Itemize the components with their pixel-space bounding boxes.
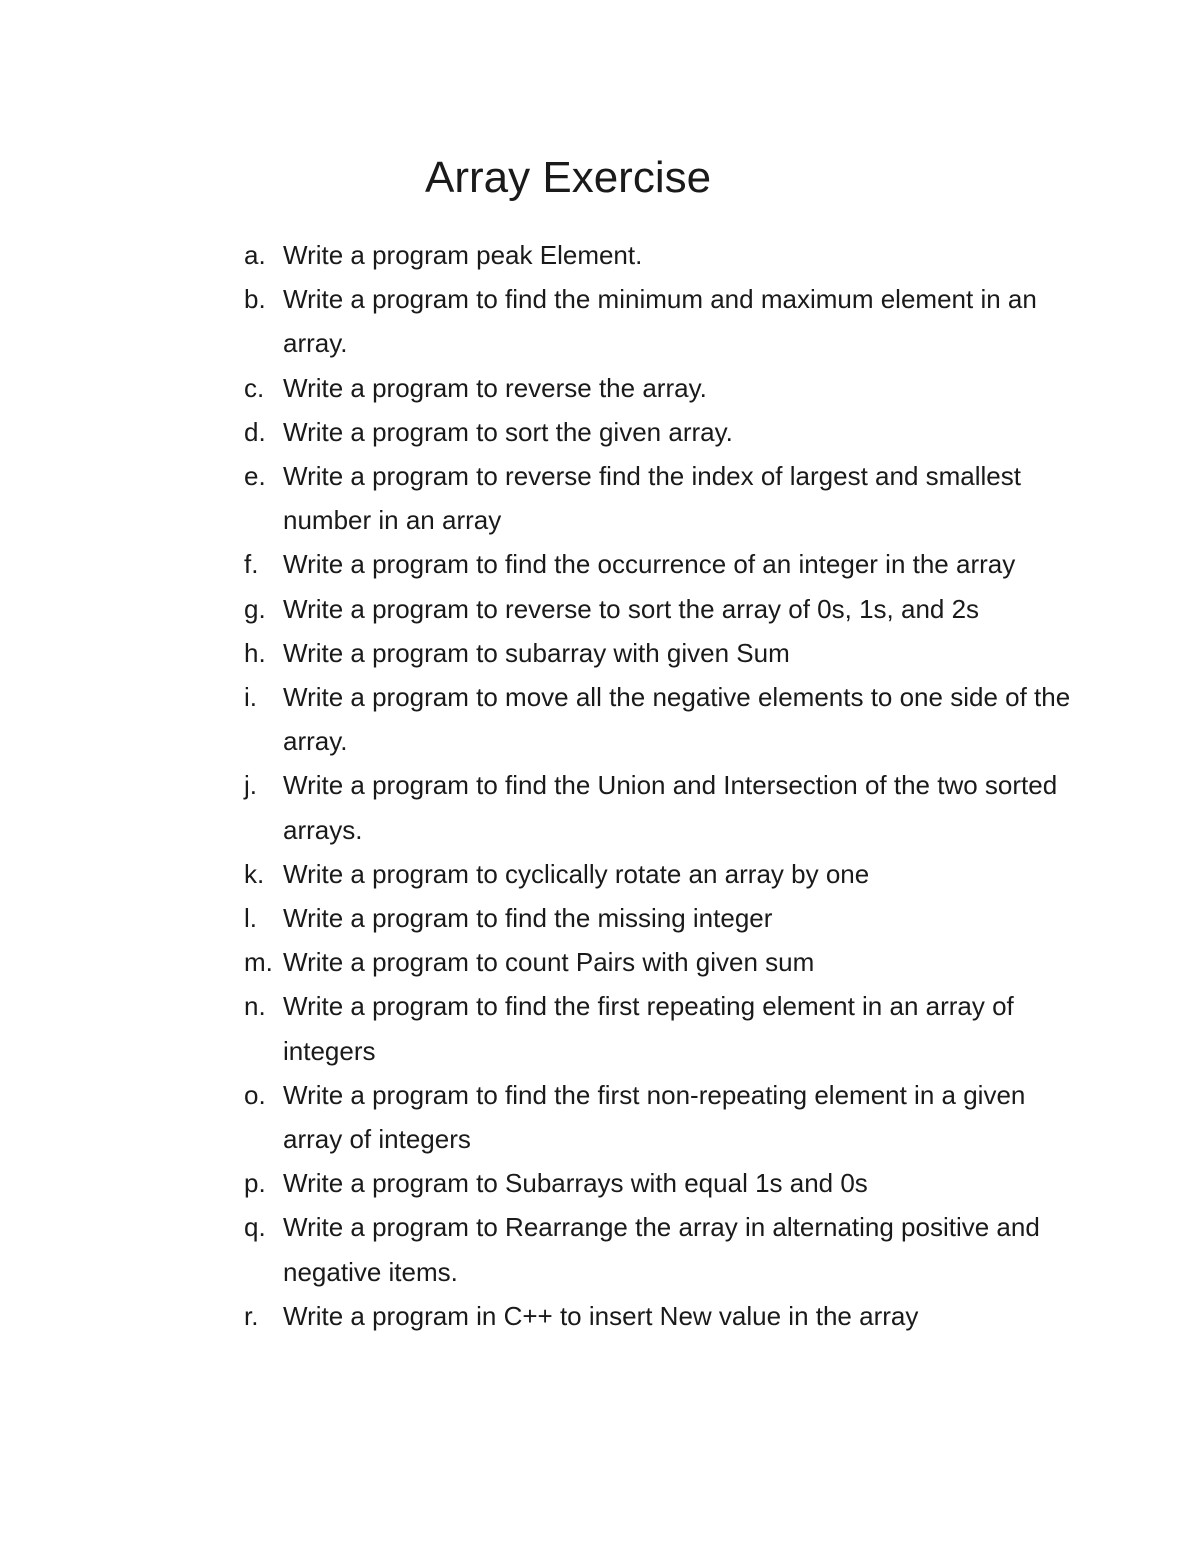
list-item xyxy=(244,277,1084,365)
list-item-letter: n. xyxy=(244,991,266,1022)
list-item-text: Write a program to find the occurrence of an integer in the array xyxy=(283,549,1016,580)
list-item xyxy=(244,896,1084,940)
list-item-text: Write a program to reverse to sort the array of 0s, 1s, and 2s xyxy=(283,593,980,624)
list-item-text: Write a program to find the minimum and maximum element in an array. xyxy=(283,284,1037,359)
list-item xyxy=(244,940,1084,984)
page-title: Array Exercise xyxy=(425,153,712,202)
list-item-letter: d. xyxy=(244,416,266,447)
list-item xyxy=(244,763,1084,851)
list-item-letter: m. xyxy=(244,947,273,978)
list-item-text: Write a program to move all the negative elements to one side of the array. xyxy=(283,682,1071,757)
list-item-text: Write a program in C++ to insert New value in the array xyxy=(283,1300,919,1331)
list-item-letter: f. xyxy=(244,549,259,580)
list-item-letter: o. xyxy=(244,1079,266,1110)
list-item-letter: l. xyxy=(244,903,257,934)
list-item-letter: a. xyxy=(244,240,266,270)
list-item-text: Write a program to sort the given array. xyxy=(283,416,733,447)
list-item-text: Write a program to find the first non-repeating element in a given array of integers xyxy=(283,1079,1026,1155)
list-item-letter: q. xyxy=(244,1212,266,1243)
list-item-text: Write a program to reverse the array. xyxy=(283,372,707,403)
list-item-letter: r. xyxy=(244,1300,259,1331)
list-item-letter: c. xyxy=(244,372,265,403)
list-item-text: Write a program to find the first repeating element in an array of integers xyxy=(283,991,1014,1066)
list-item xyxy=(244,587,1084,631)
list-item xyxy=(244,1073,1084,1161)
list-item-letter: h. xyxy=(244,637,266,668)
list-item-letter: g. xyxy=(244,593,266,624)
list-item xyxy=(244,410,1084,454)
list-item xyxy=(244,454,1084,542)
list-item-letter: i. xyxy=(244,682,257,713)
list-item-text: Write a program to cyclically rotate an array by one xyxy=(283,858,870,889)
list-item-letter: k. xyxy=(244,858,265,889)
exercise-list xyxy=(244,233,1084,1338)
list-item xyxy=(244,233,1084,277)
list-item-letter: e. xyxy=(244,461,266,492)
list-item xyxy=(244,1161,1084,1205)
list-item-text: Write a program to count Pairs with given sum xyxy=(283,947,815,978)
list-item xyxy=(244,366,1084,410)
list-item xyxy=(244,1294,1084,1338)
list-item-text: Write a program to Rearrange the array in alternating positive and negative items. xyxy=(283,1212,1040,1287)
list-item-text: Write a program to Subarrays with equal 1s and 0s xyxy=(283,1168,868,1199)
list-item-letter: b. xyxy=(244,284,266,315)
list-item xyxy=(244,1205,1084,1293)
list-item-letter: j. xyxy=(244,770,257,801)
list-item-text: Write a program to reverse find the index of largest and smallest number in an array xyxy=(283,461,1021,536)
list-item-text: Write a program to find the Union and Intersection of the two sorted arrays. xyxy=(283,770,1058,845)
list-item-text: Write a program to subarray with given Sum xyxy=(283,637,790,668)
list-item-text: Write a program peak Element. xyxy=(283,240,643,270)
list-item-letter: p. xyxy=(244,1168,266,1199)
list-item xyxy=(244,984,1084,1072)
list-item xyxy=(244,542,1084,586)
list-item xyxy=(244,852,1084,896)
list-item xyxy=(244,631,1084,675)
list-item xyxy=(244,675,1084,763)
list-item-text: Write a program to find the missing integer xyxy=(283,903,773,934)
